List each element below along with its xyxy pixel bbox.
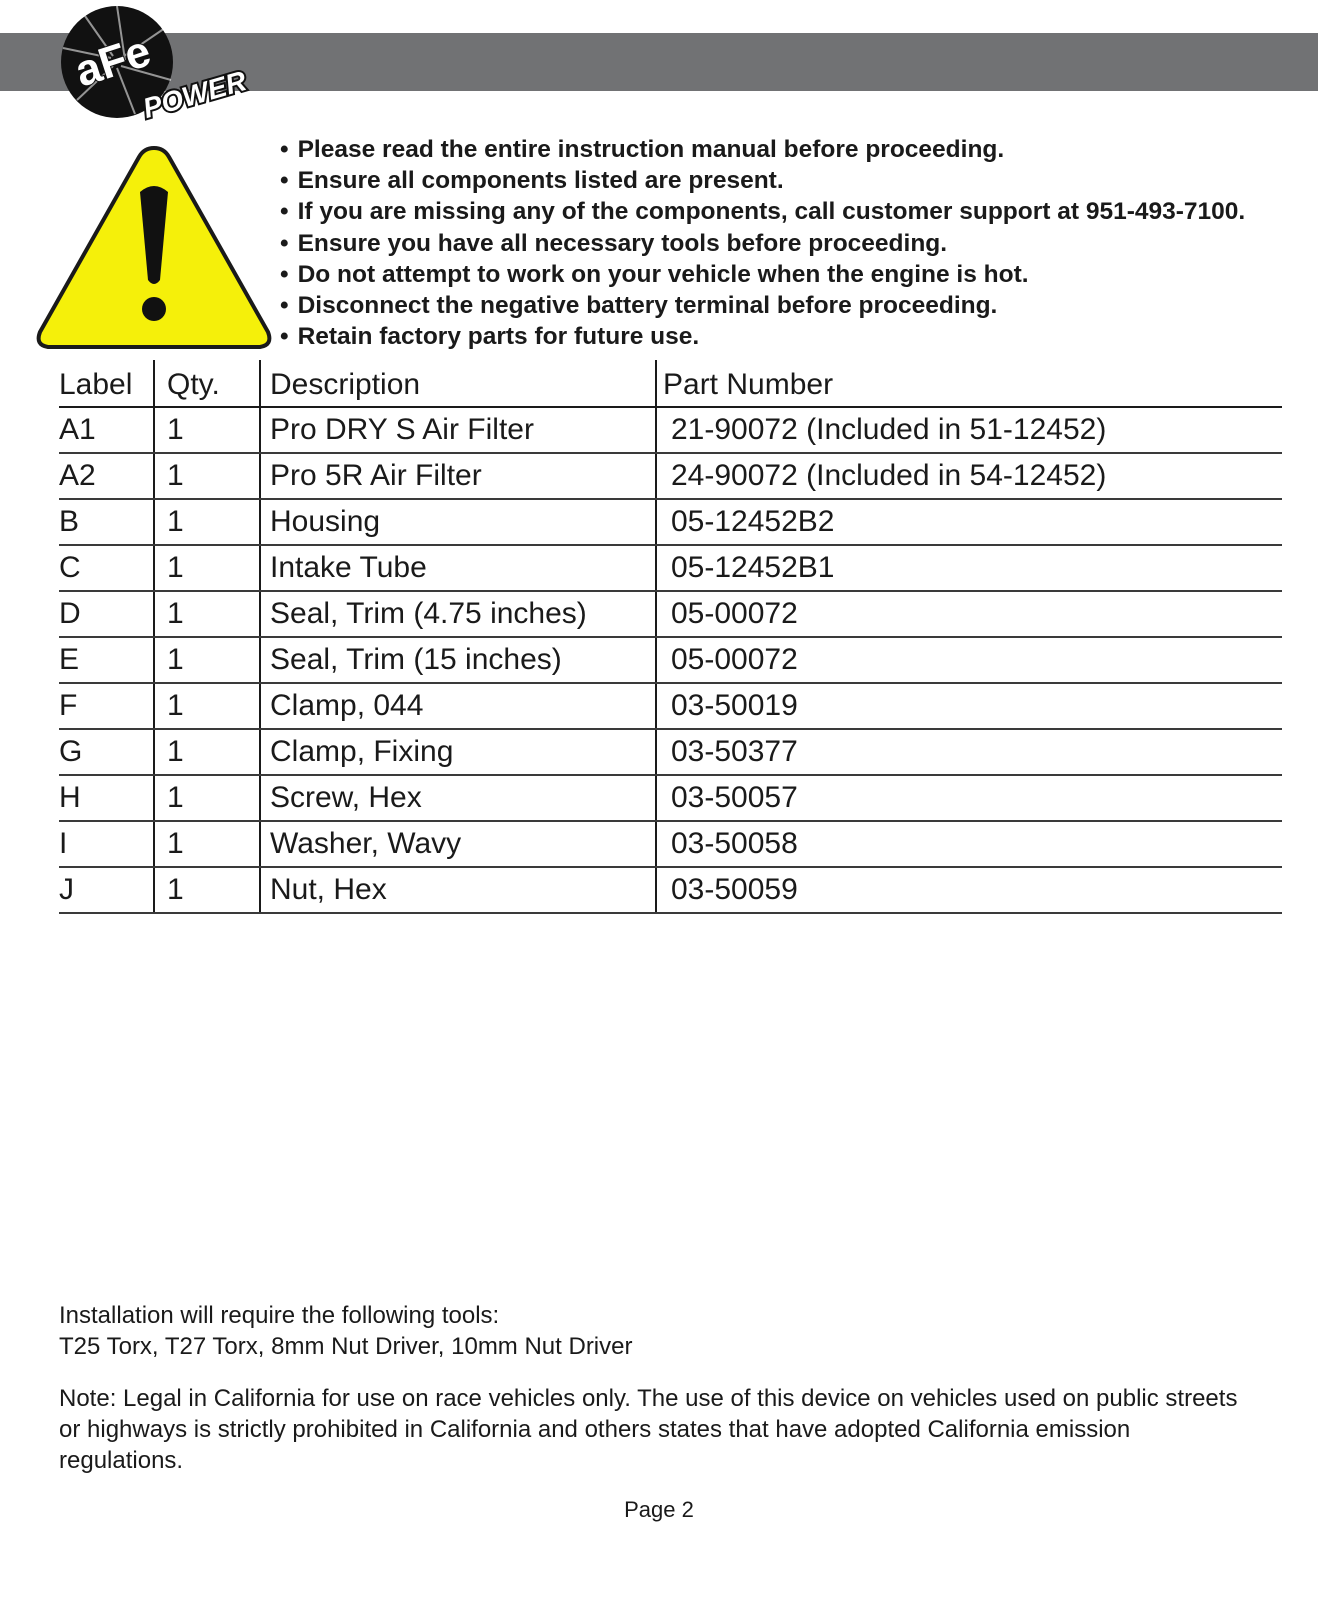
table-row [59,867,1282,913]
table-row [59,729,1282,775]
notice-item: • Please read the entire instruction manual before proceeding. [280,134,1245,165]
cell-label: J [59,867,154,913]
cell-qty: 1 [154,637,260,683]
cell-part-number: 24-90072 (Included in 54-12452) [656,453,1282,499]
cell-label: I [59,821,154,867]
safety-notice-list [280,134,1245,352]
cell-description: Clamp, 044 [260,683,656,729]
cell-label: F [59,683,154,729]
notice-item: • If you are missing any of the components, call customer support at 951-493-7100. [280,196,1245,227]
cell-label: B [59,499,154,545]
notice-item: • Ensure you have all necessary tools before proceeding. [280,228,1245,259]
cell-part-number: 05-12452B2 [656,499,1282,545]
cell-part-number: 03-50019 [656,683,1282,729]
cell-qty: 1 [154,591,260,637]
tools-section [59,1300,632,1362]
cell-part-number: 03-50058 [656,821,1282,867]
cell-qty: 1 [154,499,260,545]
header-label: Label [59,360,154,407]
cell-qty: 1 [154,867,260,913]
cell-part-number: 21-90072 (Included in 51-12452) [656,407,1282,453]
logo-brand: aFe [69,26,157,97]
notice-item: • Disconnect the negative battery terminal before proceeding. [280,290,1245,321]
cell-qty: 1 [154,453,260,499]
cell-qty: 1 [154,407,260,453]
warning-triangle-icon [32,140,276,354]
table-header-row [59,360,1282,407]
table-row [59,407,1282,453]
tools-list: T25 Torx, T27 Torx, 8mm Nut Driver, 10mm Nut Driver [59,1333,633,1360]
table-row [59,545,1282,591]
cell-description: Intake Tube [260,545,656,591]
legal-note: Note: Legal in California for use on race vehicles only. The use of this device on vehicles used on public streets or highways is strictly prohibited in California and others states that have adopted California emission regulations. [59,1385,1238,1474]
table-row [59,453,1282,499]
cell-part-number: 05-12452B1 [656,545,1282,591]
table-row [59,821,1282,867]
notice-item: • Ensure all components listed are present. [280,165,1245,196]
notice-item: • Do not attempt to work on your vehicle when the engine is hot. [280,259,1245,290]
cell-description: Clamp, Fixing [260,729,656,775]
cell-part-number: 03-50059 [656,867,1282,913]
cell-label: A1 [59,407,154,453]
cell-qty: 1 [154,821,260,867]
table-row [59,637,1282,683]
cell-description: Pro DRY S Air Filter [260,407,656,453]
cell-label: G [59,729,154,775]
cell-description: Washer, Wavy [260,821,656,867]
cell-qty: 1 [154,775,260,821]
cell-description: Nut, Hex [260,867,656,913]
header-part-number: Part Number [656,360,1282,407]
cell-label: H [59,775,154,821]
logo-tagline: POWER [139,65,250,125]
notice-item: • Retain factory parts for future use. [280,321,1245,352]
page-number: Page 2 [624,1497,694,1522]
cell-qty: 1 [154,683,260,729]
header-description: Description [260,360,656,407]
cell-description: Seal, Trim (15 inches) [260,637,656,683]
cell-part-number: 03-50377 [656,729,1282,775]
tools-heading: Installation will require the following tools: [59,1302,500,1329]
table-row [59,591,1282,637]
cell-part-number: 03-50057 [656,775,1282,821]
cell-part-number: 05-00072 [656,637,1282,683]
cell-description: Seal, Trim (4.75 inches) [260,591,656,637]
cell-label: A2 [59,453,154,499]
cell-label: E [59,637,154,683]
cell-part-number: 05-00072 [656,591,1282,637]
cell-label: C [59,545,154,591]
cell-qty: 1 [154,729,260,775]
cell-description: Pro 5R Air Filter [260,453,656,499]
parts-table [59,360,1282,914]
afe-power-logo [55,0,255,125]
cell-description: Screw, Hex [260,775,656,821]
cell-qty: 1 [154,545,260,591]
table-row [59,683,1282,729]
table-row [59,499,1282,545]
cell-description: Housing [260,499,656,545]
table-row [59,775,1282,821]
header-qty: Qty. [154,360,260,407]
cell-label: D [59,591,154,637]
